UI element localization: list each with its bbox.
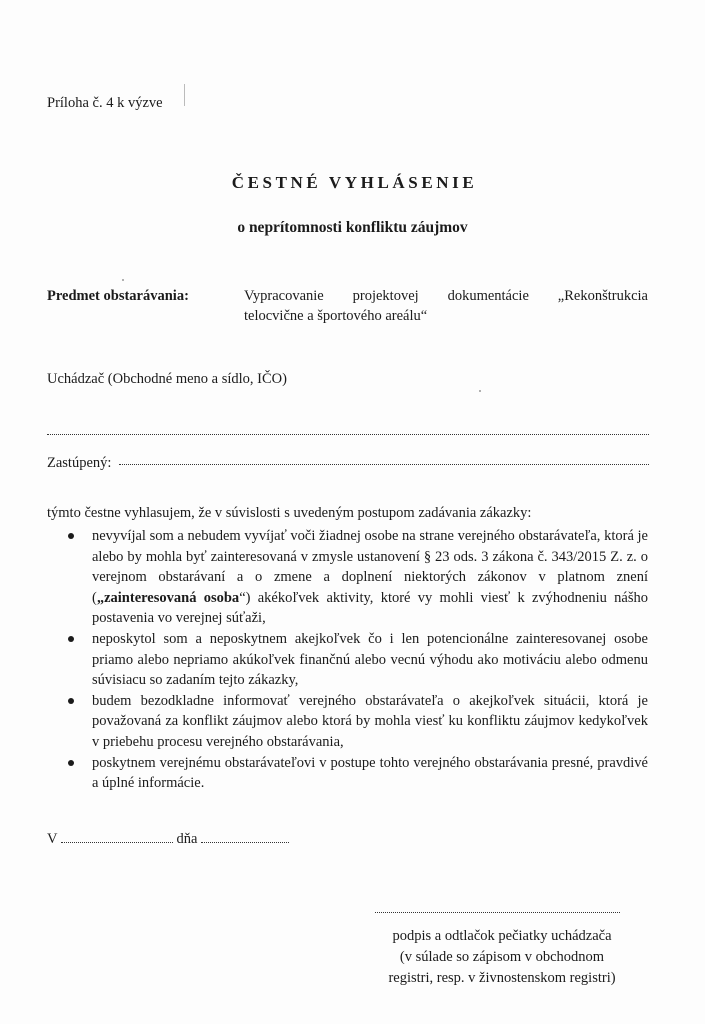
declaration-item-text: neposkytol som a neposkytnem akejkoľvek čo i len potencionálne zainteresovanej osobe priamo alebo nepriamo akúkoľvek finančnú alebo vecnú výhodu ako motiváciu alebo odmenu súvisiacu so zadaním tejto zákazky, [92,630,648,689]
subject-value [244,286,648,326]
attachment-label: Príloha č. 4 k výzve [47,95,163,111]
bullet-icon [68,533,74,539]
subject-value-line2: telocvične a športového areálu“ [244,308,428,324]
defined-term: „zainteresovaná osoba [96,589,240,606]
scan-mark [184,84,185,106]
scan-speck [122,279,124,281]
declaration-item [64,526,648,629]
date-fill-line [201,830,289,843]
applicant-label: Uchádzač (Obchodné meno a sídlo, IČO) [47,371,287,387]
place-label: V [47,831,58,847]
signature-fill-line [375,910,620,913]
place-date-line [47,829,289,849]
place-fill-line [61,830,173,843]
declaration-item [64,691,648,753]
document-subtitle: o neprítomnosti konfliktu záujmov [237,219,468,236]
date-label: dňa [176,831,198,847]
signature-caption [372,926,632,989]
represented-fill-line [119,462,649,465]
signature-caption-line3: registri, resp. v živnostenskom registri) [388,970,616,986]
bullet-icon [68,760,74,766]
bullet-icon [68,636,74,642]
represented-label: Zastúpený: [47,455,112,471]
applicant-fill-line [47,432,649,435]
declaration-item [64,629,648,691]
signature-caption-line2: (v súlade so zápisom v obchodnom [399,949,605,965]
declaration-item-text: budem bezodkladne informovať verejného obstarávateľa o akejkoľvek situácii, ktorá je považovaná za konflikt záujmov alebo ktorá by mohla viesť ku konfliktu záujmov kedykoľvek v priebehu procesu verejného obstarávania, [92,692,648,750]
subject-label: Predmet obstarávania: [47,288,189,304]
scan-speck [479,390,481,392]
document-title: ČESTNÉ VYHLÁSENIE [231,173,478,192]
declaration-item [64,753,648,794]
declaration-list [64,526,648,794]
declaration-item-text: nevyvíjal som a nebudem vyvíjať voči žiadnej osobe na strane verejného obstarávateľa, ktorá je alebo by mohla byť zainteresovaná v zmysle ustanovení § 23 ods. 3 zákona č. 343/2015 Z. z. o verejnom obstarávaní a o zmene a doplnení niektorých zákonov v platnom znení („zainteresovaná osoba“) akékoľvek aktivity, ktoré vy mohli viesť k zvýhodneniu nášho postavenia vo verejnej súťaži, [92,528,648,627]
subject-value-line1: Vypracovanie projektovej dokumentácie „Rekonštrukcia [244,288,648,304]
declaration-item-text: poskytnem verejnému obstarávateľovi v postupe tohto verejného obstarávania presné, pravdivé a úplné informácie. [92,754,648,792]
bullet-icon [68,698,74,704]
signature-caption-line1: podpis a odtlačok pečiatky uchádzača [392,928,612,944]
declaration-intro: týmto čestne vyhlasujem, že v súvislosti s uvedeným postupom zadávania zákazky: [47,505,532,521]
